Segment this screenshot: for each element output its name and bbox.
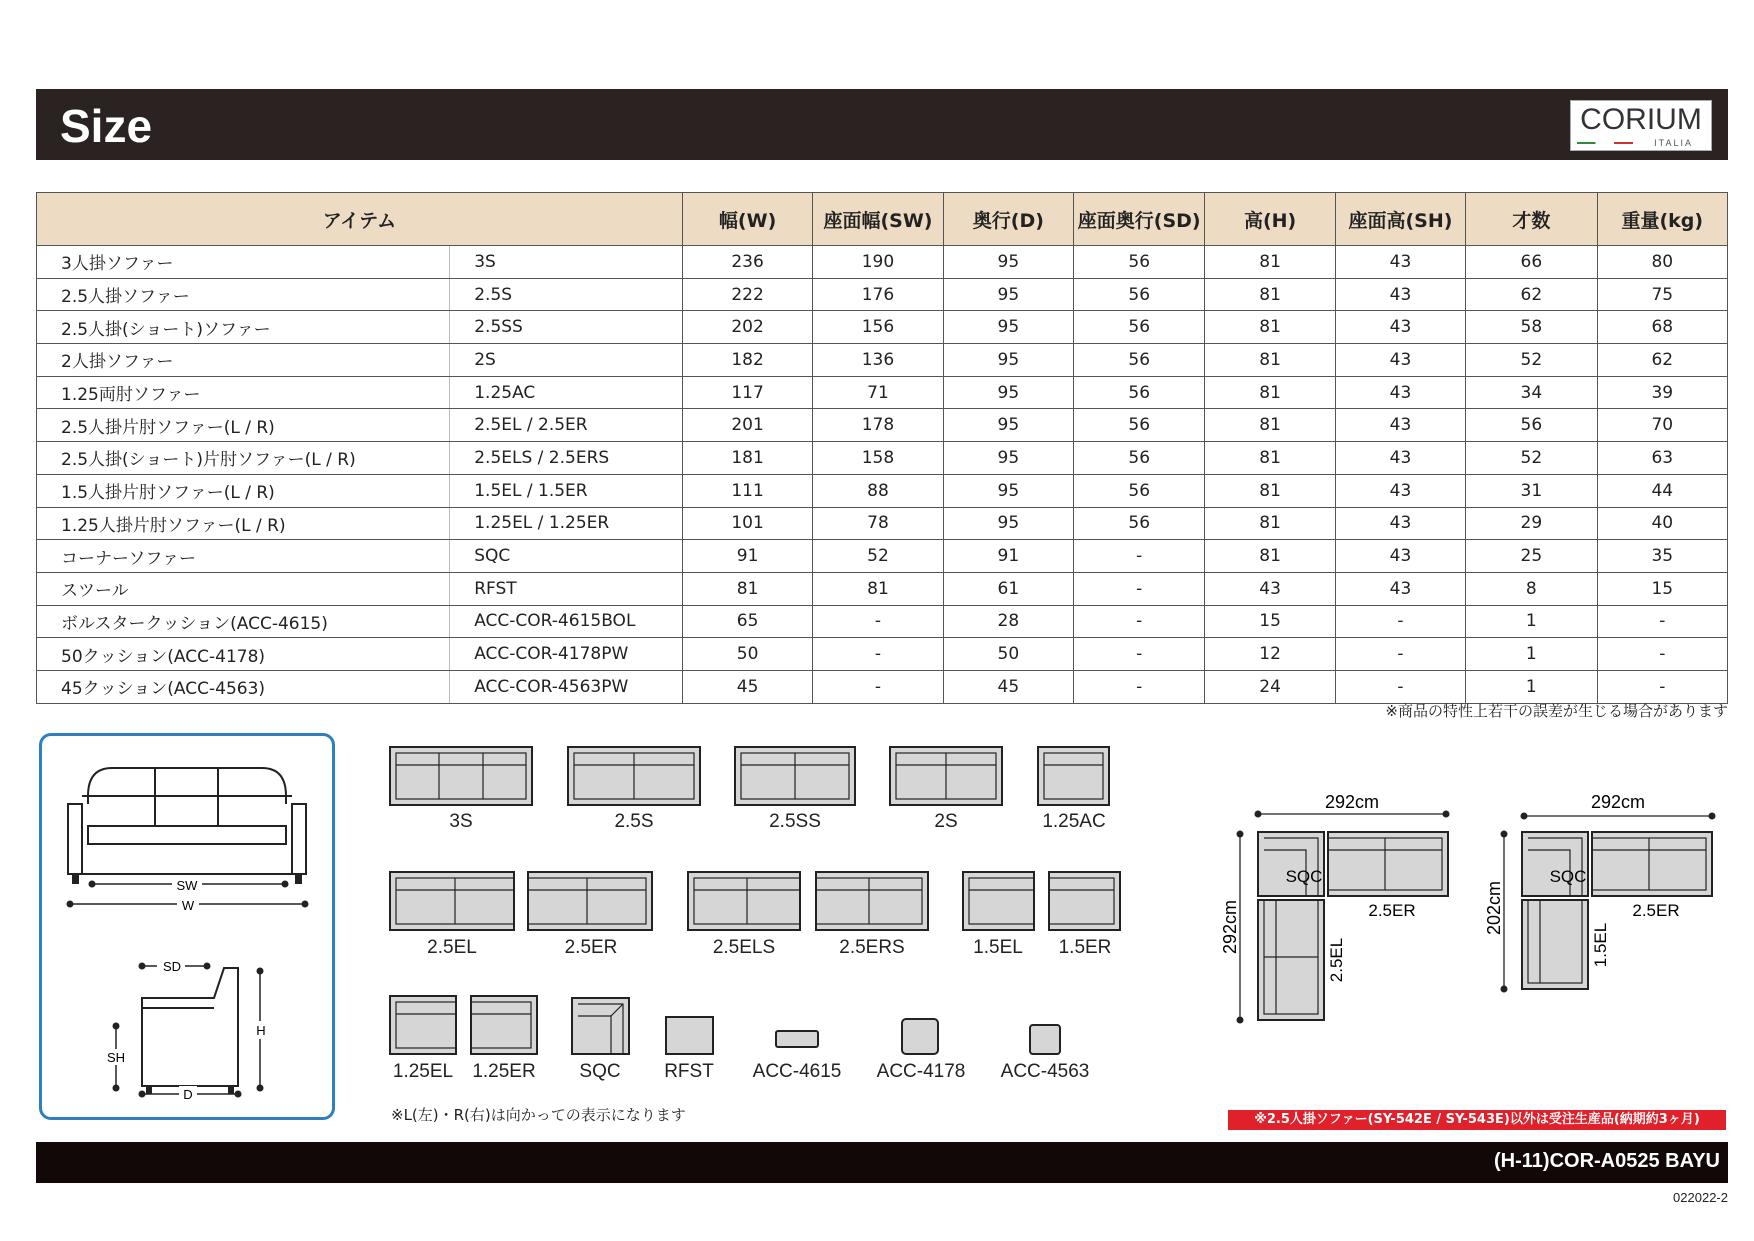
item-code: 2.5S <box>450 278 683 311</box>
table-row <box>37 670 1728 703</box>
col-header-volume: 才数 <box>1466 193 1597 246</box>
item-value: - <box>1074 540 1205 573</box>
item-value: 61 <box>943 572 1073 605</box>
module-ACC-4178 <box>902 1019 938 1054</box>
item-value: - <box>1074 670 1205 703</box>
item-value: 81 <box>1205 442 1335 475</box>
item-value: 56 <box>1074 246 1205 279</box>
module-label: ACC-4563 <box>1000 1061 1090 1082</box>
item-code: ACC-COR-4178PW <box>450 638 683 671</box>
item-name: 45クッション(ACC-4563) <box>37 670 450 703</box>
item-value: 95 <box>943 344 1073 377</box>
item-name: 2.5人掛ソファー <box>37 278 450 311</box>
module-label: 2.5ER <box>564 937 618 958</box>
layout1-corner: SQC <box>1285 867 1323 886</box>
logo-subtitle: ITALIA <box>1654 138 1693 148</box>
item-value: 52 <box>813 540 943 573</box>
module-RFST <box>666 1017 713 1054</box>
item-value: 95 <box>943 311 1073 344</box>
item-code: 1.25EL / 1.25ER <box>450 507 683 540</box>
layout1-top: 2.5ER <box>1368 901 1416 920</box>
item-value: 81 <box>1205 278 1335 311</box>
table-row <box>37 474 1728 507</box>
item-value: 95 <box>943 442 1073 475</box>
label-sw: SW <box>176 878 198 893</box>
layout2-width: 292cm <box>1590 792 1646 812</box>
layout2-corner: SQC <box>1549 867 1587 886</box>
item-value: - <box>1597 670 1727 703</box>
table-row <box>37 507 1728 540</box>
module-2.5S <box>568 747 700 805</box>
item-value: - <box>1074 572 1205 605</box>
item-value: 81 <box>1205 344 1335 377</box>
module-2.5ELS <box>688 872 800 930</box>
item-value: 43 <box>1205 572 1335 605</box>
col-header-item: アイテム <box>37 193 683 246</box>
item-value: 43 <box>1335 540 1465 573</box>
item-value: 39 <box>1597 376 1727 409</box>
product-code: (H-11)COR-A0525 BAYU <box>1494 1150 1720 1172</box>
module-1.25EL <box>390 996 456 1054</box>
item-value: 56 <box>1074 376 1205 409</box>
table-row <box>37 311 1728 344</box>
item-name: スツール <box>37 572 450 605</box>
item-value: 202 <box>682 311 812 344</box>
item-value: 101 <box>682 507 812 540</box>
item-value: 71 <box>813 376 943 409</box>
module-SQC <box>572 998 629 1054</box>
table-row <box>37 376 1728 409</box>
table-header-row <box>37 193 1728 246</box>
label-h: H <box>256 1023 266 1038</box>
item-value: 25 <box>1466 540 1597 573</box>
item-value: 29 <box>1466 507 1597 540</box>
item-value: 52 <box>1466 442 1597 475</box>
lr-note: ※L(左)・R(右)は向かっての表示になります <box>391 1106 686 1124</box>
label-sd: SD <box>162 959 182 974</box>
layout2-depth: 202cm <box>1484 880 1504 936</box>
item-value: 81 <box>682 572 812 605</box>
item-value: 43 <box>1335 344 1465 377</box>
item-name: 1.25両肘ソファー <box>37 376 450 409</box>
item-name: ボルスタークッション(ACC-4615) <box>37 605 450 638</box>
item-value: 75 <box>1597 278 1727 311</box>
item-code: 2.5EL / 2.5ER <box>450 409 683 442</box>
table-row <box>37 605 1728 638</box>
item-value: 222 <box>682 278 812 311</box>
item-code: 3S <box>450 246 683 279</box>
item-value: 56 <box>1074 278 1205 311</box>
item-value: - <box>813 670 943 703</box>
item-value: 1 <box>1466 670 1597 703</box>
item-name: 50クッション(ACC-4178) <box>37 638 450 671</box>
layout1-depth: 292cm <box>1220 899 1240 955</box>
table-row <box>37 540 1728 573</box>
item-value: 44 <box>1597 474 1727 507</box>
item-value: 34 <box>1466 376 1597 409</box>
item-value: 236 <box>682 246 812 279</box>
layout-examples <box>1214 790 1734 1040</box>
item-value: 40 <box>1597 507 1727 540</box>
module-label: 2.5EL <box>427 937 477 958</box>
col-header-seat-height: 座面高(SH) <box>1335 193 1465 246</box>
item-value: 81 <box>1205 474 1335 507</box>
item-code: ACC-COR-4563PW <box>450 670 683 703</box>
layout2-top: 2.5ER <box>1632 901 1680 920</box>
item-value: 117 <box>682 376 812 409</box>
module-label: 1.25EL <box>392 1061 454 1082</box>
item-code: 2S <box>450 344 683 377</box>
item-value: 201 <box>682 409 812 442</box>
item-value: 12 <box>1205 638 1335 671</box>
item-value: 45 <box>943 670 1073 703</box>
module-label: SQC <box>579 1061 621 1082</box>
table-row <box>37 572 1728 605</box>
table-row <box>37 246 1728 279</box>
tolerance-note: ※商品の特性上若干の誤差が生じる場合があります <box>1385 702 1728 720</box>
module-2S <box>890 747 1002 805</box>
item-value: 43 <box>1335 507 1465 540</box>
item-value: 1 <box>1466 605 1597 638</box>
module-label: 1.25ER <box>472 1061 536 1082</box>
label-sh: SH <box>106 1050 126 1065</box>
item-value: 65 <box>682 605 812 638</box>
document-number: 022022-2 <box>1673 1190 1728 1205</box>
col-header-seat-depth: 座面奥行(SD) <box>1074 193 1205 246</box>
item-value: 181 <box>682 442 812 475</box>
item-value: - <box>813 638 943 671</box>
item-value: 56 <box>1074 507 1205 540</box>
item-value: 28 <box>943 605 1073 638</box>
item-value: 43 <box>1335 572 1465 605</box>
col-header-width: 幅(W) <box>682 193 812 246</box>
col-header-weight: 重量(kg) <box>1597 193 1727 246</box>
item-value: - <box>1074 605 1205 638</box>
size-table <box>36 192 1728 704</box>
item-value: 15 <box>1205 605 1335 638</box>
module-label: 2.5S <box>614 811 654 832</box>
module-2.5SS <box>735 747 855 805</box>
item-value: - <box>1335 605 1465 638</box>
table-row <box>37 638 1728 671</box>
flag-stripe <box>1577 142 1633 144</box>
module-1.5ER <box>1049 872 1120 930</box>
item-value: 56 <box>1074 311 1205 344</box>
item-value: 91 <box>682 540 812 573</box>
item-value: 81 <box>1205 507 1335 540</box>
item-value: 91 <box>943 540 1073 573</box>
item-value: 43 <box>1335 409 1465 442</box>
item-value: 50 <box>682 638 812 671</box>
col-header-depth: 奥行(D) <box>943 193 1073 246</box>
item-value: 95 <box>943 474 1073 507</box>
item-value: - <box>1597 605 1727 638</box>
module-3S <box>390 747 532 805</box>
module-label: 2.5ELS <box>712 937 776 958</box>
table-row <box>37 442 1728 475</box>
item-name: 2.5人掛(ショート)ソファー <box>37 311 450 344</box>
item-value: 70 <box>1597 409 1727 442</box>
module-label: 1.25AC <box>1042 811 1106 832</box>
item-code: 2.5ELS / 2.5ERS <box>450 442 683 475</box>
item-value: 43 <box>1335 311 1465 344</box>
item-name: 2.5人掛(ショート)片肘ソファー(L / R) <box>37 442 450 475</box>
item-value: 81 <box>1205 246 1335 279</box>
item-value: 56 <box>1074 409 1205 442</box>
item-code: 2.5SS <box>450 311 683 344</box>
table-row <box>37 409 1728 442</box>
module-2.5ER <box>528 872 652 930</box>
item-value: 45 <box>682 670 812 703</box>
item-value: 1 <box>1466 638 1597 671</box>
item-value: 95 <box>943 507 1073 540</box>
item-value: 50 <box>943 638 1073 671</box>
module-label: 3S <box>449 811 473 832</box>
module-label: ACC-4615 <box>752 1061 842 1082</box>
brand-logo <box>1570 100 1712 151</box>
item-value: 35 <box>1597 540 1727 573</box>
item-name: 2.5人掛片肘ソファー(L / R) <box>37 409 450 442</box>
item-value: - <box>813 605 943 638</box>
item-value: 24 <box>1205 670 1335 703</box>
item-value: 81 <box>1205 376 1335 409</box>
dimension-diagram <box>42 736 332 1117</box>
page-title: Size <box>60 100 153 152</box>
item-value: 8 <box>1466 572 1597 605</box>
module-label: 2.5ERS <box>839 937 905 958</box>
item-value: 88 <box>813 474 943 507</box>
item-value: 95 <box>943 278 1073 311</box>
item-value: 58 <box>1466 311 1597 344</box>
item-value: - <box>1335 670 1465 703</box>
item-value: 62 <box>1597 344 1727 377</box>
item-value: - <box>1074 638 1205 671</box>
module-label: RFST <box>664 1061 714 1082</box>
module-label: 1.5ER <box>1058 937 1112 958</box>
item-value: 95 <box>943 376 1073 409</box>
item-code: RFST <box>450 572 683 605</box>
item-name: 1.25人掛片肘ソファー(L / R) <box>37 507 450 540</box>
module-label: 2S <box>934 811 958 832</box>
item-value: 81 <box>1205 311 1335 344</box>
item-value: 43 <box>1335 442 1465 475</box>
item-name: 3人掛ソファー <box>37 246 450 279</box>
label-w: W <box>181 898 195 913</box>
item-value: 190 <box>813 246 943 279</box>
item-value: 176 <box>813 278 943 311</box>
item-code: 1.5EL / 1.5ER <box>450 474 683 507</box>
item-value: 63 <box>1597 442 1727 475</box>
item-value: 43 <box>1335 376 1465 409</box>
header-bar <box>36 89 1728 160</box>
col-header-height: 高(H) <box>1205 193 1335 246</box>
item-code: 1.25AC <box>450 376 683 409</box>
item-value: 66 <box>1466 246 1597 279</box>
item-value: 56 <box>1074 442 1205 475</box>
item-value: 111 <box>682 474 812 507</box>
item-value: 15 <box>1597 572 1727 605</box>
item-value: - <box>1335 638 1465 671</box>
module-ACC-4563 <box>1030 1025 1060 1054</box>
module-1.5EL <box>963 872 1034 930</box>
dimension-legend <box>39 733 335 1120</box>
item-value: 56 <box>1466 409 1597 442</box>
item-value: 95 <box>943 409 1073 442</box>
table-row <box>37 278 1728 311</box>
module-2.5ERS <box>816 872 928 930</box>
item-value: 158 <box>813 442 943 475</box>
item-value: 78 <box>813 507 943 540</box>
item-value: 68 <box>1597 311 1727 344</box>
item-value: 80 <box>1597 246 1727 279</box>
item-value: 31 <box>1466 474 1597 507</box>
layout1-side: 2.5EL <box>1327 937 1346 983</box>
module-label: ACC-4178 <box>876 1061 966 1082</box>
item-value: 95 <box>943 246 1073 279</box>
item-value: 81 <box>813 572 943 605</box>
item-value: 43 <box>1335 246 1465 279</box>
module-shapes <box>380 735 1140 1105</box>
table-row <box>37 344 1728 377</box>
item-value: 56 <box>1074 344 1205 377</box>
item-value: 178 <box>813 409 943 442</box>
item-value: - <box>1597 638 1727 671</box>
footer-bar <box>36 1142 1728 1183</box>
order-notice: ※2.5人掛ソファー(SY-542E / SY-543E)以外は受注生産品(納期約3ヶ月) <box>1228 1110 1726 1130</box>
item-value: 43 <box>1335 474 1465 507</box>
module-1.25ER <box>471 996 537 1054</box>
label-d: D <box>183 1087 193 1102</box>
item-code: ACC-COR-4615BOL <box>450 605 683 638</box>
item-name: 2人掛ソファー <box>37 344 450 377</box>
item-name: コーナーソファー <box>37 540 450 573</box>
item-name: 1.5人掛片肘ソファー(L / R) <box>37 474 450 507</box>
module-label: 1.5EL <box>973 937 1023 958</box>
item-value: 81 <box>1205 409 1335 442</box>
layout2-side: 1.5EL <box>1591 922 1610 968</box>
item-value: 56 <box>1074 474 1205 507</box>
item-value: 81 <box>1205 540 1335 573</box>
item-value: 52 <box>1466 344 1597 377</box>
item-value: 43 <box>1335 278 1465 311</box>
layout1-width: 292cm <box>1324 792 1380 812</box>
item-value: 156 <box>813 311 943 344</box>
item-value: 62 <box>1466 278 1597 311</box>
item-code: SQC <box>450 540 683 573</box>
module-label: 2.5SS <box>769 811 821 832</box>
item-value: 182 <box>682 344 812 377</box>
logo-wordmark: CORIUM <box>1580 103 1702 136</box>
module-1.25AC <box>1038 747 1109 805</box>
col-header-seat-width: 座面幅(SW) <box>813 193 943 246</box>
module-2.5EL <box>390 872 514 930</box>
module-ACC-4615 <box>776 1031 818 1047</box>
module-diagrams <box>380 735 1140 1109</box>
item-value: 136 <box>813 344 943 377</box>
